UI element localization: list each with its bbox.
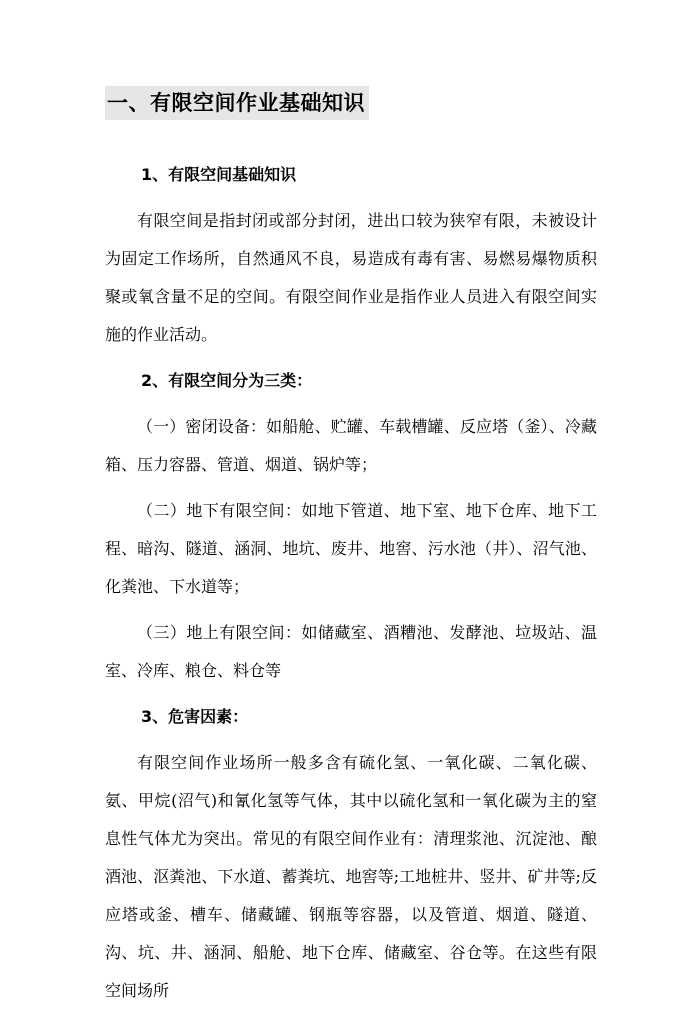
section-heading: 3、危害因素： [141, 707, 249, 726]
paragraph: （二）地下有限空间：如地下管道、地下室、地下仓库、地下工程、暗沟、隧道、涵洞、地坑、废井、地窖、污水池（井）、沼气池、化粪池、下水道等； [105, 501, 597, 596]
section-heading: 2、有限空间分为三类： [141, 371, 313, 390]
document-body [105, 156, 597, 1010]
paragraph: （一）密闭设备：如船舱、贮罐、车载槽罐、反应塔（釜）、冷藏箱、压力容器、管道、烟道、锅炉等； [105, 417, 597, 474]
section-basic-knowledge [105, 156, 597, 354]
spacer [105, 736, 597, 744]
paragraph: 有限空间作业场所一般多含有硫化氢、一氧化碳、二氧化碳、氨、甲烷(沼气)和氰化氢等气体，其中以硫化氢和一氧化碳为主的窒息性气体尤为突出。常见的有限空间作业有：清理浆池、沉淀池、酿酒池、沤粪池、下水道、蓄粪坑、地窖等;工地桩井、竖井、矿井等;反应塔或釜、槽车、储藏罐、钢瓶等容器，以及管道、烟道、隧道、沟、坑、井、涵洞、船舱、地下仓库、储藏室、谷仓等。在这些有限空间场所 [105, 753, 597, 1000]
spacer [105, 484, 597, 492]
section-heading: 1、有限空间基础知识 [141, 165, 297, 184]
chapter-title: 一、有限空间作业基础知识 [105, 86, 369, 120]
section-classification [105, 362, 597, 690]
spacer [105, 606, 597, 614]
spacer [105, 194, 597, 202]
section-hazards [105, 698, 597, 1010]
spacer [105, 354, 597, 362]
spacer [105, 400, 597, 408]
paragraph: 有限空间是指封闭或部分封闭，进出口较为狭窄有限，未被设计为固定工作场所，自然通风不良，易造成有毒有害、易燃易爆物质积聚或氧含量不足的空间。有限空间作业是指作业人员进入有限空间实施的作业活动。 [105, 211, 597, 344]
spacer [105, 690, 597, 698]
paragraph: （三）地上有限空间：如储藏室、酒糟池、发酵池、垃圾站、温室、冷库、粮仓、料仓等 [105, 623, 597, 680]
